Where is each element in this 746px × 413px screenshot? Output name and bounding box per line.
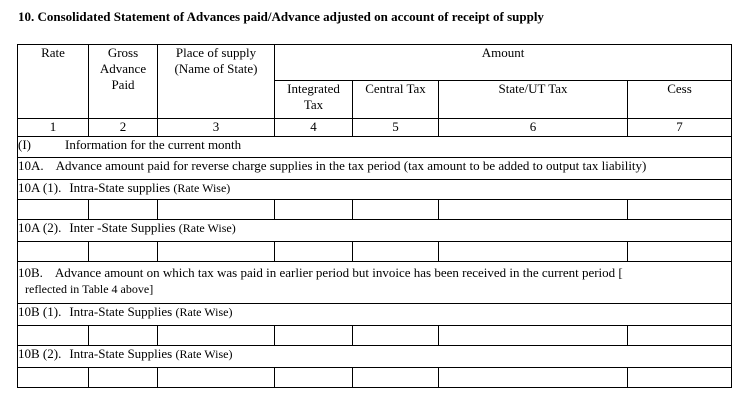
table-row (18, 242, 732, 262)
page-title: 10. Consolidated Statement of Advances paid/Advance adjusted on account of receipt of supply (18, 9, 544, 24)
col-number: 5 (353, 119, 439, 137)
integrated-tax-cell[interactable] (275, 200, 353, 220)
cess-cell[interactable] (628, 200, 732, 220)
state-ut-tax-cell[interactable] (439, 368, 628, 388)
central-tax-cell[interactable] (353, 326, 439, 346)
header-state-ut-tax: State/UT Tax (439, 81, 628, 119)
rate-cell[interactable] (18, 326, 89, 346)
header-rate: Rate (18, 45, 89, 119)
cess-cell[interactable] (628, 242, 732, 262)
central-tax-cell[interactable] (353, 368, 439, 388)
cess-cell[interactable] (628, 368, 732, 388)
col-number: 4 (275, 119, 353, 137)
gross-advance-cell[interactable] (89, 326, 158, 346)
gross-advance-cell[interactable] (89, 242, 158, 262)
table-row (18, 200, 732, 220)
rate-cell[interactable] (18, 368, 89, 388)
section-10b-2: 10B (2). Intra-State Supplies (Rate Wise) (18, 346, 732, 368)
integrated-tax-cell[interactable] (275, 368, 353, 388)
gross-advance-cell[interactable] (89, 200, 158, 220)
place-of-supply-cell[interactable] (158, 200, 275, 220)
state-ut-tax-cell[interactable] (439, 242, 628, 262)
col-number: 3 (158, 119, 275, 137)
rate-cell[interactable] (18, 242, 89, 262)
header-amount: Amount (275, 45, 732, 81)
col-number: 1 (18, 119, 89, 137)
integrated-tax-cell[interactable] (275, 242, 353, 262)
state-ut-tax-cell[interactable] (439, 200, 628, 220)
table-row (18, 368, 732, 388)
place-of-supply-cell[interactable] (158, 368, 275, 388)
advances-table (17, 44, 732, 388)
col-number: 2 (89, 119, 158, 137)
table-row (18, 326, 732, 346)
section-10b-1: 10B (1). Intra-State Supplies (Rate Wise) (18, 304, 732, 326)
cess-cell[interactable] (628, 326, 732, 346)
section-10a: 10A. Advance amount paid for reverse charge supplies in the tax period (tax amount to be added to output tax liability) (18, 158, 732, 180)
rate-cell[interactable] (18, 200, 89, 220)
header-central-tax: Central Tax (353, 81, 439, 119)
col-number: 7 (628, 119, 732, 137)
place-of-supply-cell[interactable] (158, 326, 275, 346)
section-10b: 10B. Advance amount on which tax was paid in earlier period but invoice has been received in the current period [ reflected in Table 4 above] (18, 262, 732, 304)
section-current-month: (I) Information for the current month (18, 137, 732, 158)
section-10a-2: 10A (2). Inter -State Supplies (Rate Wise) (18, 220, 732, 242)
central-tax-cell[interactable] (353, 242, 439, 262)
col-number: 6 (439, 119, 628, 137)
header-place-of-supply: Place of supply (Name of State) (158, 45, 275, 119)
gross-advance-cell[interactable] (89, 368, 158, 388)
header-integrated-tax: Integrated Tax (275, 81, 353, 119)
central-tax-cell[interactable] (353, 200, 439, 220)
header-gross-advance-paid: Gross Advance Paid (89, 45, 158, 119)
place-of-supply-cell[interactable] (158, 242, 275, 262)
integrated-tax-cell[interactable] (275, 326, 353, 346)
state-ut-tax-cell[interactable] (439, 326, 628, 346)
section-10a-1: 10A (1). Intra-State supplies (Rate Wise) (18, 180, 732, 200)
header-cess: Cess (628, 81, 732, 119)
